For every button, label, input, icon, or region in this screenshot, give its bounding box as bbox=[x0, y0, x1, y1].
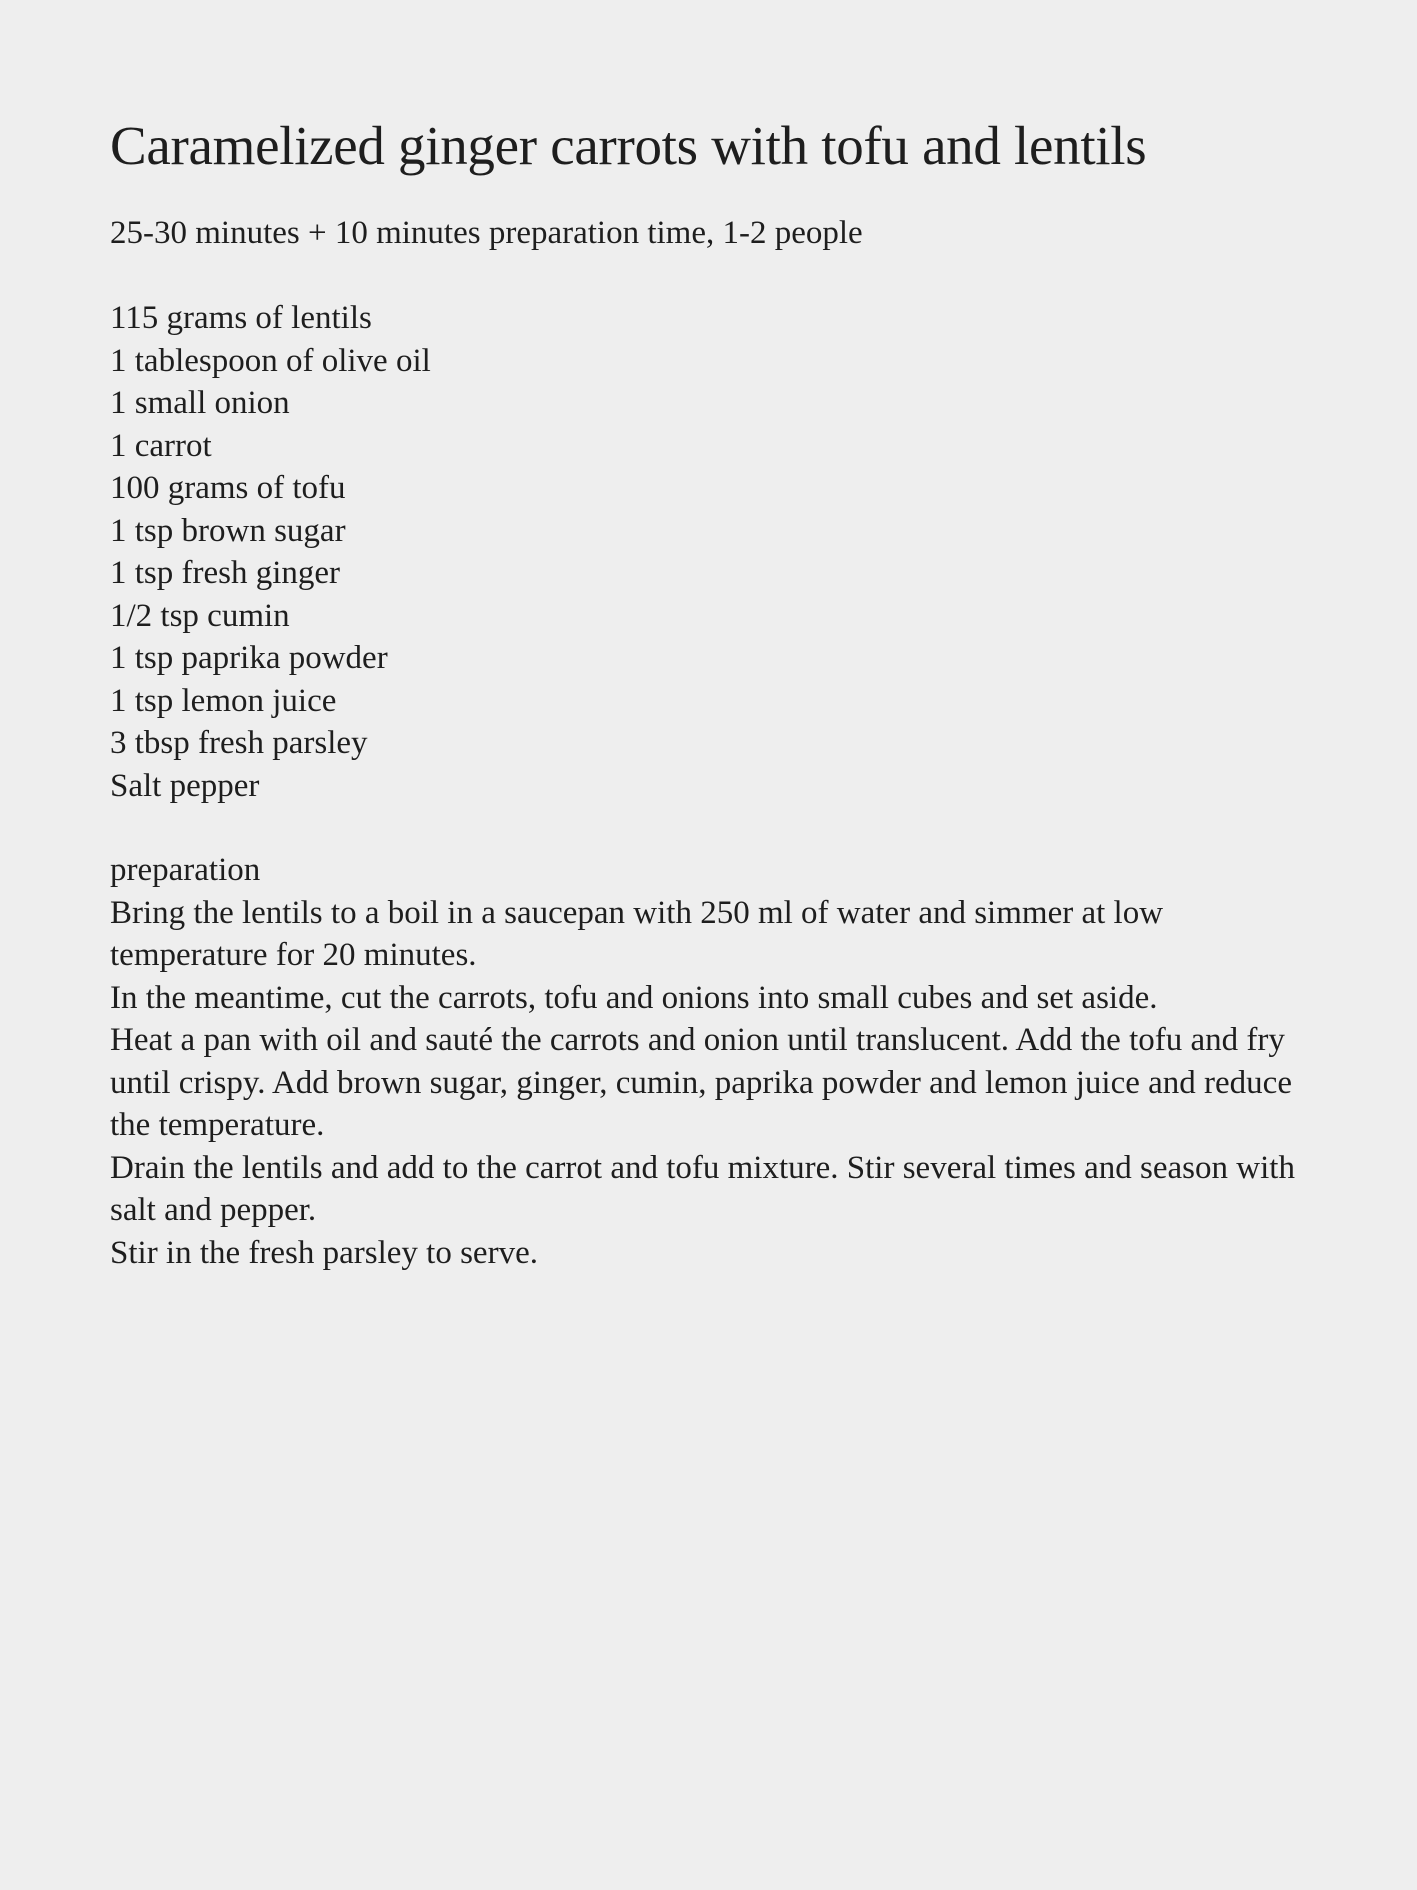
preparation-steps bbox=[110, 892, 1310, 1275]
preparation-step: Stir in the fresh parsley to serve. bbox=[110, 1234, 538, 1271]
ingredient-item: 1 small onion bbox=[110, 385, 290, 421]
ingredient-list bbox=[110, 297, 1310, 807]
recipe-title: Caramelized ginger carrots with tofu and lentils bbox=[110, 115, 1147, 176]
ingredient-item: 1 tsp fresh ginger bbox=[110, 555, 341, 591]
ingredient-item: 1 tsp brown sugar bbox=[110, 512, 346, 549]
ingredient-item: 3 tbsp fresh parsley bbox=[110, 725, 368, 761]
ingredient-item: 1 tsp lemon juice bbox=[110, 682, 337, 719]
preparation-step: Drain the lentils and add to the carrot and tofu mixture. Stir several times and season with salt and pepper. bbox=[110, 1149, 1295, 1228]
ingredient-item: 115 grams of lentils bbox=[110, 300, 372, 336]
ingredient-item: 1 tsp paprika powder bbox=[110, 640, 388, 676]
ingredient-item: 1/2 tsp cumin bbox=[110, 597, 290, 634]
preparation-step: In the meantime, cut the carrots, tofu and onions into small cubes and set aside. bbox=[110, 979, 1158, 1016]
preparation-step: Bring the lentils to a boil in a saucepan with 250 ml of water and simmer at low temperature for 20 minutes. bbox=[110, 894, 1164, 973]
ingredient-item: 1 carrot bbox=[110, 427, 212, 464]
preparation-step: Heat a pan with oil and sauté the carrots and onion until translucent. Add the tofu and fry until crispy. Add brown sugar, ginger, cumin, paprika powder and lemon juice and reduce the temperature. bbox=[110, 1022, 1292, 1143]
preparation-heading: preparation bbox=[110, 852, 261, 888]
ingredient-item: Salt pepper bbox=[110, 767, 260, 804]
recipe-meta: 25-30 minutes + 10 minutes preparation time, 1-2 people bbox=[110, 215, 863, 251]
ingredient-item: 1 tablespoon of olive oil bbox=[110, 342, 431, 379]
ingredient-item: 100 grams of tofu bbox=[110, 470, 346, 506]
recipe-document bbox=[110, 108, 1310, 1274]
